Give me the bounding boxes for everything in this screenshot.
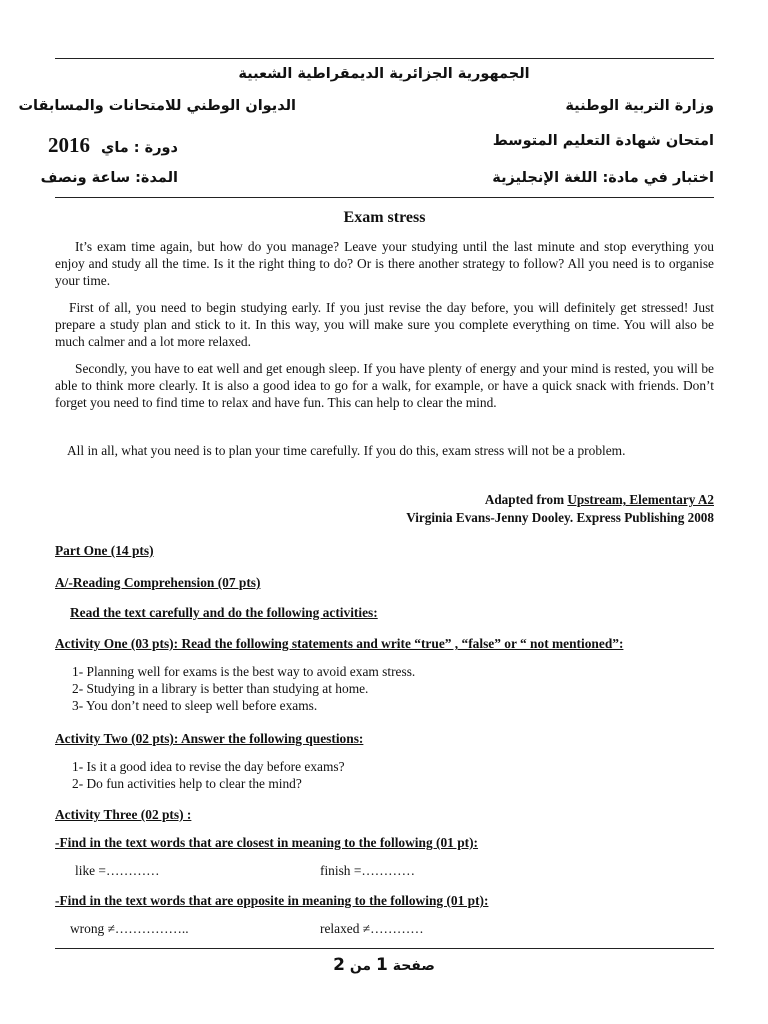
antonym-relaxed: relaxed ≠………… [320, 921, 424, 936]
footer-rule [55, 948, 714, 949]
exam-label: امتحان شهادة التعليم المتوسط [492, 133, 714, 149]
text-title: Exam stress [343, 209, 426, 226]
synonyms-instruction: -Find in the text words that are closest in meaning to the following (01 pt): [55, 835, 479, 850]
source-authors: Virginia Evans-Jenny Dooley. Express Publishing 2008 [406, 510, 714, 525]
activity-one-item: 2- Studying in a library is better than studying at home. [72, 681, 369, 696]
section-a-heading: A/-Reading Comprehension (07 pts) [55, 575, 261, 590]
header-top-rule [55, 58, 714, 59]
office-label: الديوان الوطني للامتحانات والمسابقات [18, 98, 296, 114]
session-label [48, 133, 178, 158]
page-word: صفحة [392, 958, 435, 974]
page-number [0, 955, 768, 975]
part-one-heading: Part One (14 pts) [55, 543, 154, 558]
paragraph-2: First of all, you need to begin studying early. If you just revise the day before, you will definitely get stressed! Just prepare a study plan and stick to it. In this way, you will make sure you complete everything on time. You will also be much calmer and a lot more relaxed. [55, 300, 714, 349]
paragraph-1: It’s exam time again, but how do you manage? Leave your studying until the last minute and stop everything you enjoy and study all the time. Is it the right thing to do? Or is there another strategy to follow? All you need is to organise your time. [55, 239, 714, 288]
header-bottom-rule [55, 197, 714, 198]
activity-one-item: 1- Planning well for exams is the best way to avoid exam stress. [72, 664, 416, 679]
of-word: من [349, 958, 372, 974]
session-text: دورة : ماي [101, 140, 178, 156]
republic-heading: الجمهورية الجزائرية الديمقراطية الشعبية [238, 66, 530, 82]
ministry-label: وزارة التربية الوطنية [565, 98, 714, 114]
page-total: 2 [333, 955, 345, 975]
session-year: 2016 [47, 133, 90, 157]
subject-label: اختبار في مادة: اللغة الإنجليزية [492, 170, 714, 186]
source-prefix: Adapted from [484, 492, 568, 507]
activity-three-heading: Activity Three (02 pts) : [55, 807, 192, 822]
antonym-wrong: wrong ≠…………….. [70, 921, 189, 936]
paragraph-4: All in all, what you need is to plan your time carefully. If you do this, exam stress will not be a problem. [67, 443, 626, 458]
source-book: Upstream, Elementary A2 [567, 492, 714, 507]
synonym-finish: finish =………… [320, 863, 415, 878]
activity-two-item: 1- Is it a good idea to revise the day before exams? [72, 759, 345, 774]
duration-label: المدة: ساعة ونصف [40, 170, 178, 186]
activity-one-heading: Activity One (03 pts): Read the following statements and write “true” , “false” or “ not mentioned”: [55, 636, 624, 651]
antonyms-instruction: -Find in the text words that are opposite in meaning to the following (01 pt): [55, 893, 489, 908]
instruction-line: Read the text carefully and do the following activities: [70, 605, 378, 620]
page-num: 1 [375, 955, 388, 975]
synonym-like: like =………… [75, 863, 160, 878]
activity-two-heading: Activity Two (02 pts): Answer the following questions: [55, 731, 364, 746]
activity-two-item: 2- Do fun activities help to clear the mind? [72, 776, 302, 791]
activity-one-item: 3- You don’t need to sleep well before exams. [72, 698, 318, 713]
source-line [485, 492, 714, 508]
paragraph-3: Secondly, you have to eat well and get enough sleep. If you have plenty of energy and your mind is rested, you will be able to think more clearly. It is also a good idea to go for a walk, for example, or have a quick snack with friends. Don’t forget you need to find time to relax and have fun. This can help to clear the mind. [55, 361, 714, 410]
